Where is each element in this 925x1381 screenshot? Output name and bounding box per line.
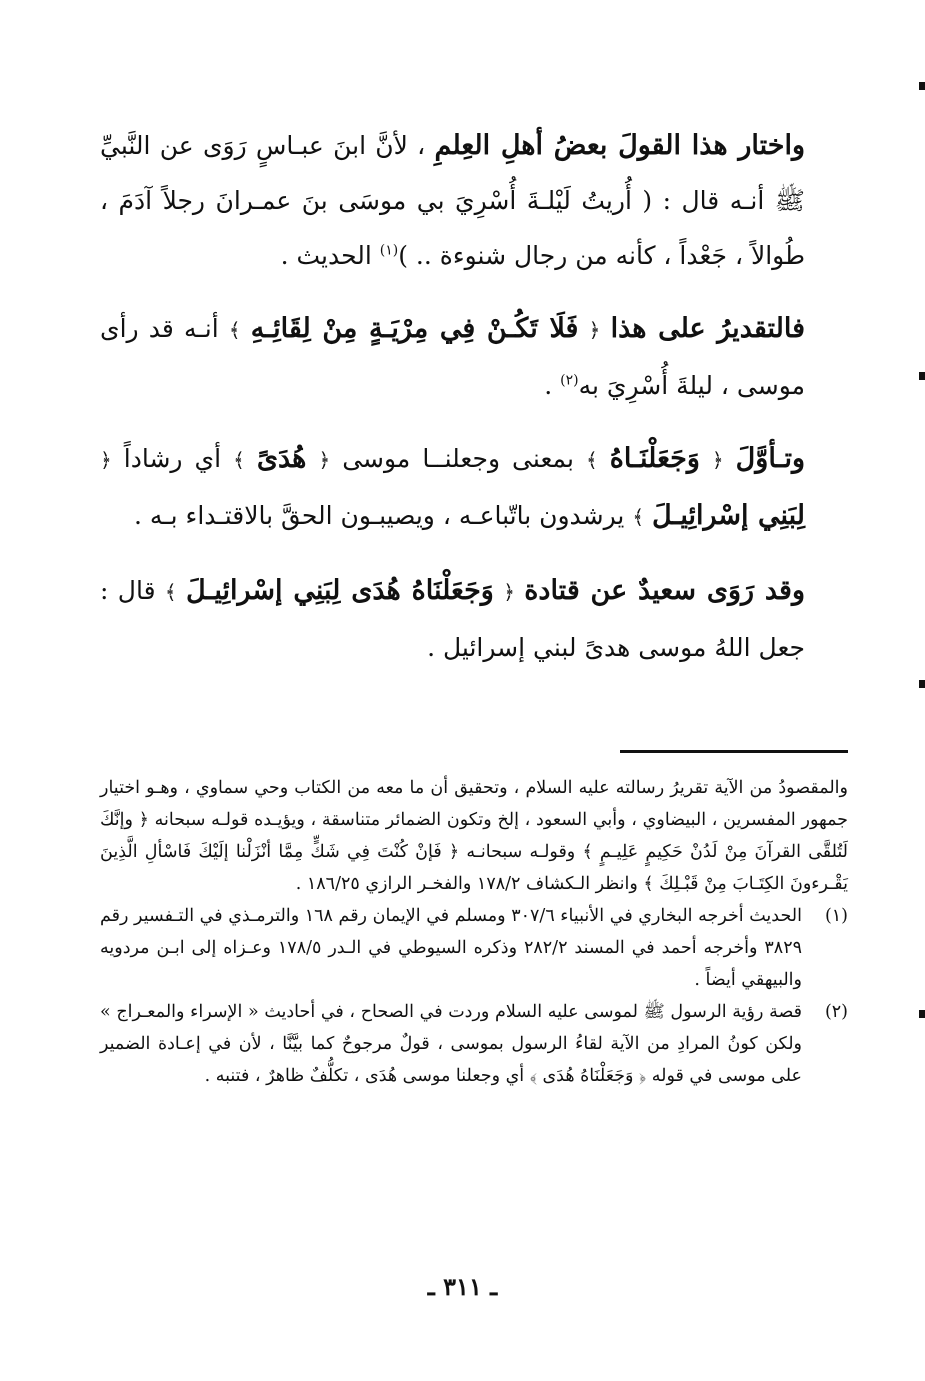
- footnote-2: [100, 996, 848, 1092]
- paragraph-4-bold-intro: وقد رَوَى سعيدٌ عن قتادة: [524, 575, 805, 606]
- quran-bracket-open: ﴿: [588, 318, 601, 342]
- paragraph-4-verse: وَجَعَلْنَاهُ هُدَى لِبَنِي إسْرائِيـلَ: [186, 575, 494, 606]
- quran-bracket-open: ﴿: [503, 580, 515, 604]
- quran-bracket-open: ﴿: [711, 448, 724, 472]
- footnote-2-number: (٢): [824, 1002, 848, 1022]
- footnote-1-text: الحديث أخرجه البخاري في الأنبياء ٣٠٧/٦ ومسلم في الإيمان رقم ١٦٨ والترمـذي في التـفسير رقم ٣٨٢٩ وأخرجه أحمد في المسند ٢٨٢/٢ وذكره السيوطي في الـدر ١٧٨/٥ وعـزاه إلى ابـن مردويه والبيهقي أيضاً .: [100, 906, 803, 990]
- margin-mark: [919, 1010, 925, 1018]
- footnote-ref-2: (٢): [560, 372, 579, 389]
- footnotes: [100, 772, 848, 1092]
- quran-bracket-close: ﴾: [632, 505, 645, 529]
- quran-bracket-open: ﴿: [100, 448, 112, 472]
- paragraph-4-text: قال : جعل اللهُ موسى هدىً لبني إسرائيل .: [100, 576, 805, 662]
- paragraph-2-bold-intro: فالتقديرُ على هذا: [610, 313, 806, 344]
- paragraph-1-bold-intro: واختار هذا القولَ بعضُ أهلِ العِلمِ: [434, 130, 805, 161]
- paragraph-3-verse-1: وَجَعَلْنَـاهُ: [609, 443, 700, 474]
- paragraph-3-verse-2: هُدَىً: [256, 443, 307, 474]
- paragraph-1-tail: الحديث .: [280, 241, 372, 270]
- margin-mark: [919, 82, 925, 90]
- footnote-2-text: قصة رؤية الرسول ﷺ لموسى عليه السلام وردت في الصحاح ، في أحاديث « الإسراء والمعـراج » ولكن كونُ المرادِ من الآية لقاءُ الرسول بموسى ، قولٌ مرجوحٌ كما بيَّنَّا ، لأن في إعـادة الضمير على موسى في قوله ﴿ وَجَعَلْنَاهُ هُدَى ﴾ أي وجعلنا موسى هُدَى ، تكلُّفٌ ظاهرٌ ، فتنبه .: [100, 1002, 802, 1086]
- paragraph-2-tail: .: [544, 371, 553, 400]
- paragraph-3-verse-3: لِبَنِي إسْرائِيـلَ: [652, 500, 805, 531]
- footnote-continuation: [100, 772, 848, 900]
- quran-bracket-close: ﴾: [228, 318, 241, 342]
- footnote-1: [100, 900, 848, 996]
- paragraph-1: [100, 118, 805, 283]
- paragraph-1-text: ، لأنَّ ابنَ عبـاسٍ رَوَى عن النَّبيِّ ﷺ أنـه قال : ( أُريتُ لَيْلـةَ أُسْرِيَ بي موسَى بنَ عمـرانَ رجلاً آدَمَ ، طُوالاً ، جَعْداً ، كأنه من رجال شنوءة .. ): [100, 131, 805, 270]
- margin-mark: [919, 372, 925, 380]
- quran-bracket-close: ﴾: [164, 580, 177, 604]
- quran-bracket-open: ﴿: [318, 448, 331, 472]
- paragraph-2-text: أنـه قد رأى موسى ، ليلةَ أُسْرِيَ به: [100, 314, 805, 400]
- paragraph-3-text-1: بمعنى وجعلنــا موسى: [342, 444, 574, 473]
- paragraph-2: [100, 301, 805, 413]
- page-number: ـ ٣١١ ـ: [427, 1272, 498, 1301]
- paragraph-4: [100, 563, 805, 675]
- footnote-1-number: (١): [824, 906, 848, 926]
- quran-bracket-close: ﴾: [585, 448, 598, 472]
- footnote-divider: [620, 750, 848, 753]
- footnote-continuation-text: والمقصودُ من الآية تقريرُ رسالته عليه السلام ، وتحقيق أن ما معه من الكتاب وحي سماوي ، وهـو اختيار جمهور المفسرين ، البيضاوي ، وأبي السعود ، إلخ وتكون الضمائر متناسقة ، ويؤيـده قولـه سبحانه ﴿ وإنَّكَ لَتُلقَّى القرآنَ مِنْ لَدُنْ حَكِيمٍ عَلِيـمٍ ﴾ وقولـه سبحانـه ﴿ فَإنْ كُنْتَ فِي شَكٍّ مِمَّا أنْزَلْنا إلَيْكَ فَاسْألِ الَّذِينَ يَقْـرءونَ الكِتَـابَ مِنْ قَبْـلِكَ ﴾ وانظر الـكشاف ١٧٨/٢ والفخـر الرازي ١٨٦/٢٥ .: [100, 778, 849, 894]
- quran-bracket-close: ﴾: [233, 448, 245, 472]
- paragraph-2-verse: فَلَا تَكُـنْ فِي مِرْيَـةٍ مِنْ لِقَائِـهِ: [250, 313, 579, 344]
- main-text: [100, 118, 805, 675]
- paragraph-3-bold-intro: وتـأوَّلَ: [735, 443, 806, 474]
- margin-mark: [919, 680, 925, 688]
- paragraph-3-text-3: يرشدون باتّباعـه ، ويصيبـون الحقَّ بالاقتـداء بـه .: [134, 501, 625, 530]
- footnote-ref-1: (١): [379, 242, 399, 259]
- paragraph-3: [100, 431, 805, 545]
- paragraph-3-text-2: أي رشاداً: [123, 444, 222, 473]
